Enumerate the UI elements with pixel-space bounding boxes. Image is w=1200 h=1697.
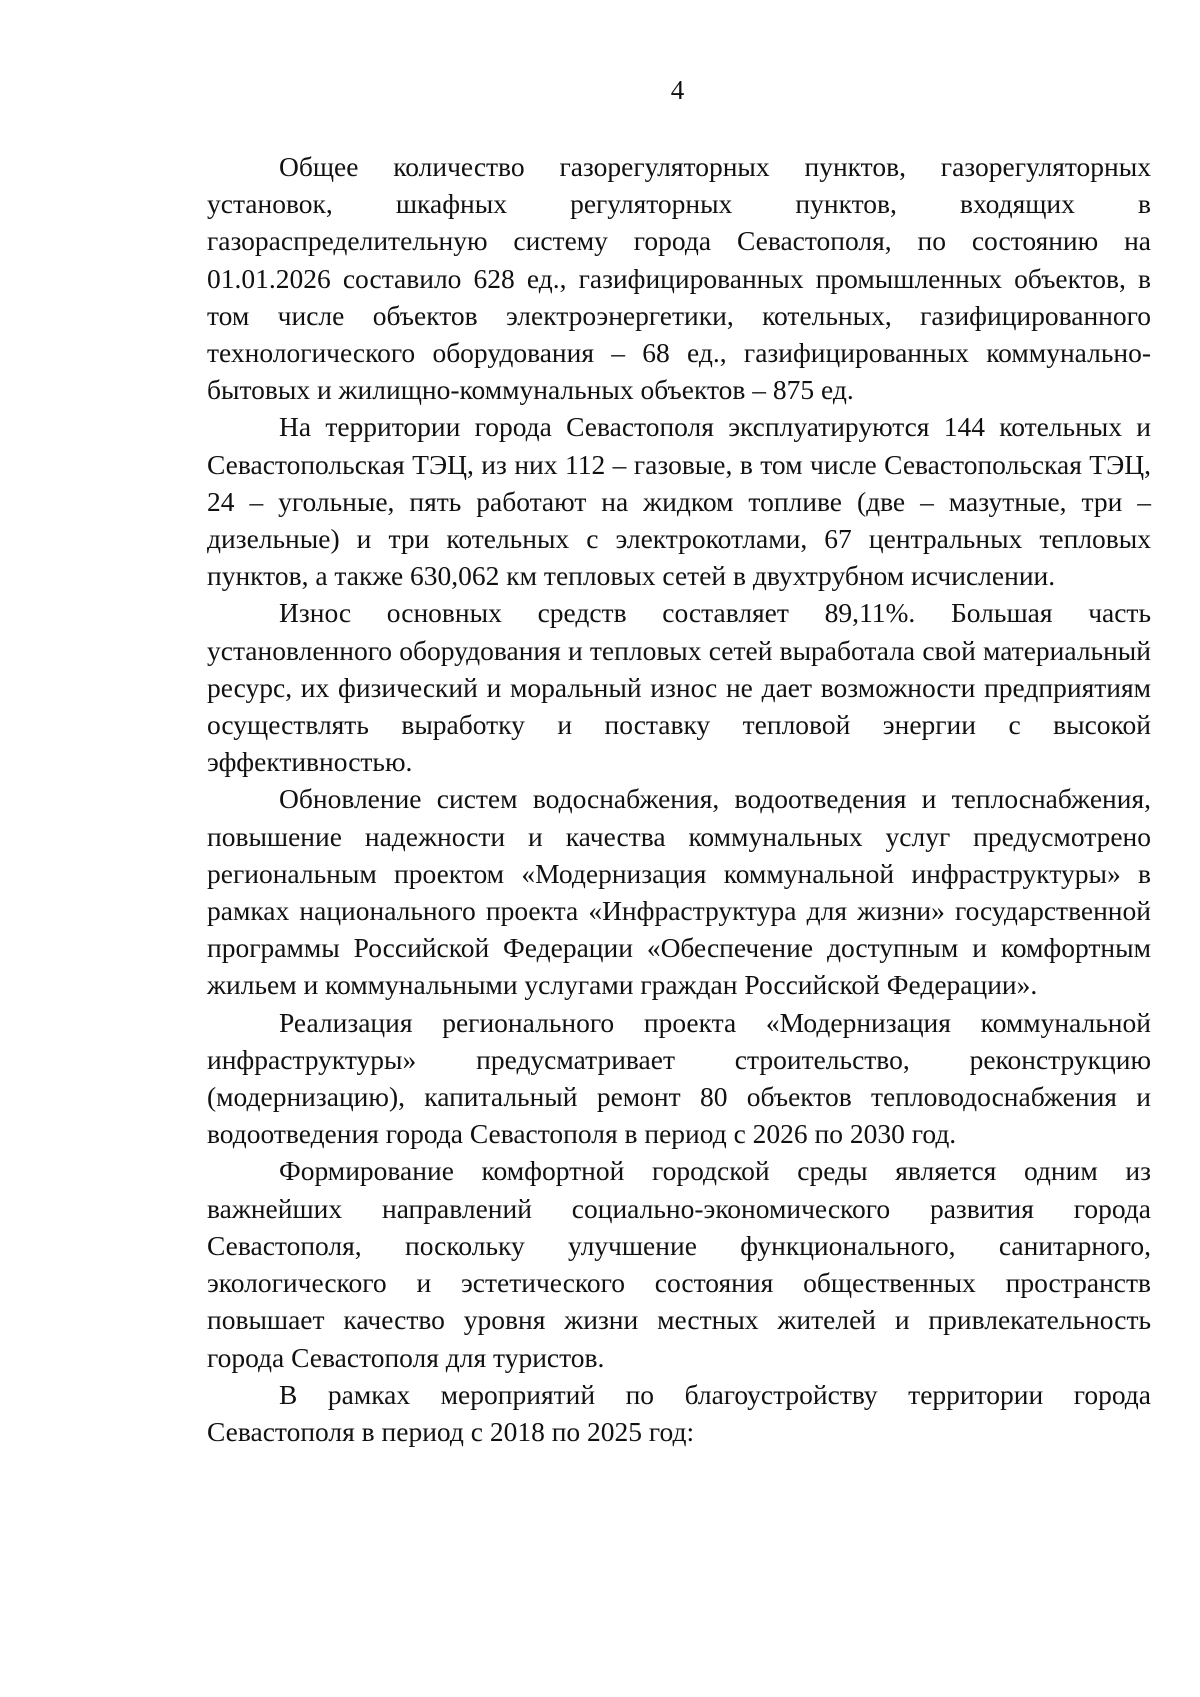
- paragraph-asset-wear: Износ основных средств составляет 89,11%. Большая часть установленного оборудования и тепловых сетей выработала свой материальный ресурс, их физический и моральный износ не дает возможности предприятиям осуществлять выработку и поставку тепловой энергии с высокой эффективностью.: [207, 597, 1151, 778]
- paragraph-improvement-measures: В рамках мероприятий по благоустройству территории города Севастополя в период с 2018 по 2025 год:: [207, 1378, 1151, 1447]
- paragraph-urban-environment: Формирование комфортной городской среды является одним из важнейших направлений социально-экономического развития города Севастополя, поскольку улучшение функционального, санитарного, экологического и эстетического состояния общественных пространств повышает качество уровня жизни местных жителей и привлекательность города Севастополя для туристов.: [207, 1155, 1151, 1373]
- paragraph-utilities-modernization: Обновление систем водоснабжения, водоотведения и теплоснабжения, повышение надежности и качества коммунальных услуг предусмотрено региональным проектом «Модернизация коммунальной инфраструктуры» в рамках национального проекта «Инфраструктура для жизни» государственной программы Российской Федерации «Обеспечение доступным и комфортным жильем и коммунальными услугами граждан Российской Федерации».: [207, 783, 1151, 1001]
- page-number: 4: [670, 75, 685, 105]
- paragraph-boiler-houses: На территории города Севастополя эксплуатируются 144 котельных и Севастопольская ТЭЦ, из них 112 – газовые, в том числе Севастопольская ТЭЦ, 24 – угольные, пять работают на жидком топливе (две – мазутные, три – дизельные) и три котельных с электрокотлами, 67 центральных тепловых пунктов, а также 630,062 км тепловых сетей в двухтрубном исчислении.: [207, 411, 1151, 592]
- paragraph-regional-project: Реализация регионального проекта «Модернизация коммунальной инфраструктуры» предусматривает строительство, реконструкцию (модернизацию), капитальный ремонт 80 объектов тепловодоснабжения и водоотведения города Севастополя в период с 2026 по 2030 год.: [207, 1006, 1151, 1150]
- paragraph-gas-distribution: Общее количество газорегуляторных пунктов, газорегуляторных установок, шкафных регуляторных пунктов, входящих в газораспределительную систему города Севастополя, по состоянию на 01.01.2026 составило 628 ед., газифицированных промышленных объектов, в том числе объектов электроэнергетики, котельных, газифицированного технологического оборудования – 68 ед., газифицированных коммунально-бытовых и жилищно-коммунальных объектов – 875 ед.: [207, 151, 1151, 406]
- document-body: [207, 148, 1151, 1450]
